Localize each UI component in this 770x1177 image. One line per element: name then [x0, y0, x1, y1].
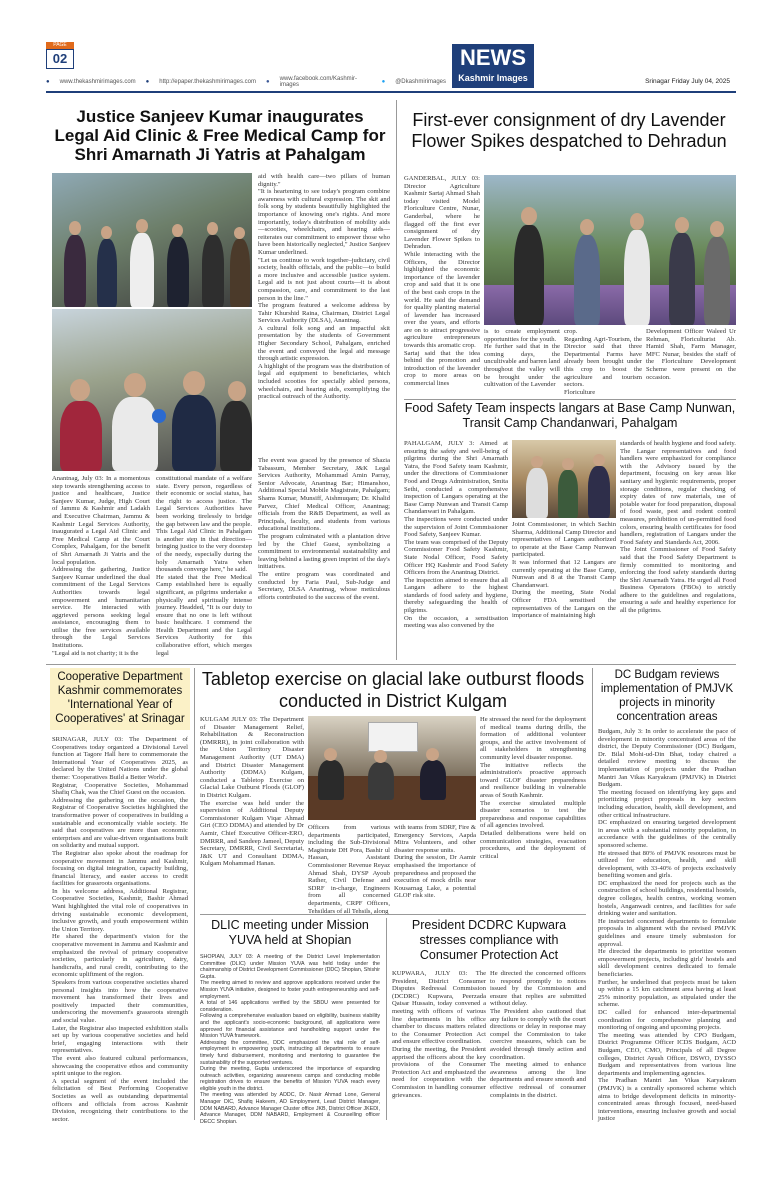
legal-aid-col1: Anantnag, July 03: In a momentous step towards strengthening access to justice and healthcare, Justice Sanjeev Kumar, Judge, High Court of Jammu & Kashmir and Ladakh and Executive Chairman, Jammu & Kashmir Legal Services Authority, inaugurated a Legal Aid Clinic and Free Medical Camp at the Court Complex, Pahalgam, for the benefit of Shri Amarnath Ji Yatris and the local population. Addressing the gathering, Justice Sanjeev Kumar underlined the dual commitment of the Legal Services Authorities towards legal empowerment and humanitarian service. He interacted with aggrieved persons seeking legal assistance, encouraging them to utilise the free services available through the Legal Services Institutions. "Legal aid is not charity; it is the	[52, 475, 150, 657]
page-label-badge	[46, 42, 74, 68]
pmjvk-body: Budgam, July 3: In order to accelerate the pace of development in minority concentrated areas of the district, the Deputy Commissioner (DC) Budgam, Dr. Bilal Mohi-ud-Din Bhat, today chaired a detailed review meeting to discuss the implementation of projects under the Pradhan Mantri Jan Vikas Karyakram (PMJVK) in District Budgam. The meeting focused on identifying key gaps and prioritizing project proposals in key sectors including education, health, skill development, and other critical infrastructure. DC emphasized on ensuring targeted development in areas with a substantial minority population, in accordance with the guidelines of the centrally sponsored scheme. He stressed that 80% of PMJVK resources must be utilized for education, health, and skill development, with 33-40% of projects exclusively benefiting women and girls. DC emphasized the need for projects such as the construction of school buildings, residential hostels, degree colleges, health centres, working women hostels, Anganwadi centres, and facilities for safe drinking water and sanitation. He instructed concerned departments to formulate proposals in alignment with the revised PMJVK guidelines and ensure timely submission for approval. He directed the departments to prioritize women empowerment projects, including girls' hostels and skill development centres dedicated to female beneficiaries. Further, he underlined that projects must be taken up within a 15 km catchment area having at least 25% minority population, as stipulated under the scheme. DC called for enhanced inter-departmental coordination for comprehensive planning and monitoring of ongoing and upcoming projects. The meeting was attended by CPO Budgam, District Programme Officer ICDS Budgam, ACD Budgam, CEO, CMO, Principals of all Degree colleges, District Ayush Officer, DSWO, DYSSO Budgam and representatives from various line departments and implementing agencies. The Pradhan Mantri Jan Vikas Karyakram (PMJVK) is a centrally sponsored scheme which aims to bridge development deficits in minority-concentrated areas through focused, need-based interventions, ensuring inclusive growth and social justice	[598, 728, 736, 1123]
epaper-link[interactable]: http://epaper.thekashmirimages.com	[159, 79, 256, 85]
legal-aid-col3b: The event was graced by the presence of Shazia Tabassum, Member Secretary, J&K Legal Services Authority, Mohammad Amin Parray, Senior Advocate, Anantnag Bar; Himanshoo, Additional Special Mobile Magistrate, Pahalgam; Shams Kumar, Munsiff, Aishmuqam; Dr. Khalid Parvez, Chief Medical Officer, Anantnag; officials from the R&B Department, as well as Principals, faculty, and students from various educational institutions. The program culminated with a plantation drive led by the Chief Guest, symbolizing a commitment to environmental sustainability and leaving behind a lasting green imprint of the day's initiatives. The entire program was coordinated and conducted by Faria Paul, Sub-Judge and Secretary, DLSA Anantnag, whose meticulous efforts contributed to the success of the event.	[258, 457, 390, 601]
lavender-col4: Development Officer Waleed Ur Rehman, Floriculturist Ab. Hamid Shah, Farm Manager, MFC Nunar, besides the staff of the Floriculture Development Scheme were present on the occasion.	[646, 328, 736, 381]
lavender-headline: First-ever consignment of dry Lavender Flower Spikes despatched to Dehradun	[411, 110, 727, 151]
lavender-col3: crop. Regarding Agri-Tourism, the Director said that three Departmental Farms have already been brought under this crop to boost the agriculture and tourism sectors. Floriculture	[564, 328, 642, 396]
dcdrc-col1: KUPWARA, JULY 03: The President, District Consumer Disputes Redressal Commission (DCDRC) Kupwara, Peerzada Qaisar Hussain, today convened a meeting with officers of various line departments in his office chamber to discuss matters related to the Consumer Protection Act and ensure effective coordination. During the meeting, the President apprised the officers about the key provisions of the Consumer Protection Act and emphasized the need for cooperation with the Commission in handling consumer grievances.	[392, 970, 486, 1099]
facebook-link[interactable]: www.facebook.com/Kashmir-images	[279, 76, 357, 88]
legal-aid-headline: Justice Sanjeev Kumar inaugurates Legal Aid Clinic & Free Medical Camp for Shri Amarnath Ji Yatris at Pahalgam	[54, 107, 386, 164]
header-links-bar	[46, 76, 446, 88]
pmjvk-headline: DC Budgam reviews implementation of PMJVK projects in minority concentration areas	[600, 669, 734, 723]
paper-name: Kashmir Images	[458, 73, 528, 83]
legal-aid-photo-1	[52, 173, 252, 307]
page-number: 02	[46, 49, 74, 69]
food-safety-col3: standards of health hygiene and food safety. The Langar representatives and food handlers were emphasized for compliance with the Advisory issued by the department, focusing on key areas like sanitary and hygienic requirements, proper storage conditions, regular checking of expiry dates of raw materials, use of potable water for food preparation, disposal of food waste, pest and rodent control measures, prohibition of un-permitted food colors, ensuring health certificates for food handlers, registration of Langars under the Food Safety and Standards Act, 2006. The Joint Commissioner of Food Safety said that the Food Safety Department is firmly committed to monitoring and enforcing the food safety standards during the Shri Amarnath Yatra. He urged all Food Business Operators (FBOs) to strictly adhere to the guidelines and regulations, ensuring a safe and healthy experience for all the pilgrims.	[620, 440, 736, 615]
legal-aid-col3a: aid with health care—two pillars of human dignity." "It is heartening to see today's program combine awareness with cultural expression. The skit and folk song by students beautifully highlighted the importance of knowing one's rights. And more importantly, today's distribution of mobility aids—scooties, wheelchairs, and hearing aids—reiterates our commitment to empower those who have been historically neglected," Justice Sanjeev Kumar underlined. "Let us continue to work together–judiciary, civil society, health officials, and the public—to build a more inclusive and accessible justice system. Legal aid is not just about courts—it is about compassion, care, and commitment to the last person in the line." The program featured a welcome address by Tahir Khurshid Raina, Chairman, District Legal Services Authority (DLSA), Anantnag. A cultural folk song and an impactful skit presentation by the students of Government Higher Secondary School, Pahalgam, enriched the event and conveyed the legal aid message through artistic expression. A highlight of the program was the distribution of legal aid equipment to beneficiaries, which included scooties for specially abled persons, wheelchairs, and hearing aids, exemplifying the practical outreach of the Authority.	[258, 173, 390, 401]
section-name: NEWS	[460, 45, 526, 70]
column-divider	[592, 668, 593, 1120]
dlic-body: SHOPIAN, JULY 03: A meeting of the District Level Implementation Committee (DLIC) under Mission YUVA was held today under the chairmanship of District Development Commissioner (DDC) Shopian, Shishir Gupta. The meeting aimed to review and approve applications received under the Mission YUVA initiative, designed to foster youth entrepreneurship and self-employment. A total of 146 applications verified by the SBDU were presented for consideration. Following a comprehensive evaluation based on eligibility, business viability and the applicant's socio-economic background, all applications were approved for financial assistance and handholding support under the Mission YUVA framework. Addressing the committee, DDC emphasized the vital role of self-employment in empowering youth, instructing all departments to ensure timely fund disbursement, monitoring and mentoring to guarantee the sustainability of the supported ventures. During the meeting, Gupta underscored the importance of expanding outreach activities, organizing awareness camps and conducting mobile registration drives to ensure the benefits of Mission YUVA reach every eligible youth in the district. The meeting was attended by ADDC, Dr. Nasir Ahmad Lone, General Manager DIC, Shafiq Hakeem, AD Employment, Lead District Manager, DDM NABARD, Advance Manager Cluster office JKB, District Officer JKEDI, Advance Manager, DDM NABARD, Employment & Counselling officer DECC Shopian.	[200, 954, 380, 1125]
legal-aid-col2: constitutional mandate of a welfare state. Every person, regardless of their economic or social status, has the right to access justice. The Legal Services Authorities have been working tirelessly to bridge the gap between law and the people. This Legal Aid Clinic in Pahalgam is another step in that direction—bringing justice to the very doorstep of the needy, especially during the holy Amarnath Yatra when thousands converge here," he said. He stated that the Free Medical Camp established here is equally significant, as pilgrims undertake a physically and spiritually intense journey. Headded, "It is our duty to ensure that no one is left without basic healthcare. I commend the Health Department and the Legal Services Authority for this collaborative effort, which merges legal	[156, 475, 252, 657]
tabletop-col3: with teams from SDRF, Fire & Emergency Services, Aapda Mitra Volunteers, and other disaster response units. During the session, Dr Aamir emphasised the importance of preparedness and proposed the execution of mock drills near Kousarnag Lake, a potential GLOF risk site.	[394, 824, 476, 900]
dlic-headline: DLIC meeting under Mission YUVA held at Shopian	[211, 918, 369, 947]
food-safety-col1: PAHALGAM, JULY 3: Aimed at ensuring the safety and well-being of pilgrims during the Shri Amarnath Yatra, the Food Safety team Kashmir, under the directions of Commissioner Food and Drugs Administration, Smita Sethi, conducted a comprehensive inspection of Langars operating at the Base Camp Nunwan and Transit Camp Chandanwari in Pahalgam. The inspections were conducted under the supervision of Joint Commissioner Food Safety, Sanjeev Kumar. The team was comprised of the Deputy Commissioner Food Safety Kashmir, State Nodal Officer, Food Safety Officer HQ Kashmir and Food Safety Officers from the Anantnag District. The inspection aimed to ensure that all Langars adhere to the highest standards of food safety and hygiene, thereby safeguarding the health of pilgrims. On the occasion, a sensitisation meeting was also convened by the	[404, 440, 508, 630]
facebook-icon: ●	[266, 79, 270, 85]
tabletop-headline: Tabletop exercise on glacial lake outburst floods conducted in District Kulgam	[201, 669, 585, 711]
column-divider	[396, 100, 397, 660]
dcdrc-headline: President DCDRC Kupwara stresses compliance with Consumer Protection Act	[411, 918, 567, 962]
cooperative-headline: Cooperative Department Kashmir commemorates 'International Year of Cooperatives' at Srinagar	[55, 671, 185, 725]
tabletop-col4: He stressed the need for the deployment of medical teams during drills, the formation of additional volunteer groups, and the active involvement of all stakeholders in strengthening community level disaster response. The initiative reflects the administration's proactive approach toward GLOF disaster preparedness and resilience building in vulnerable areas of South Kashmir. The exercise simulated multiple disaster scenarios to test the preparedness and response capabilities of all agencies involved. Detailed deliberations were held on communication strategies, evacuation procedures, and the deployment of critical	[480, 716, 586, 860]
section-masthead	[452, 44, 534, 88]
section-rule	[404, 399, 736, 400]
lavender-col1: GANDERBAL, JULY 03: Director Agriculture Kashmir Sartaj Ahmad Shah today visited Model Floriculture Centre, Nunar, Ganderbal, where he flagged off the first ever consignment of dry Lavender Flower Spikes to Dehradun. While interacting with the Officers, the Director highlighted the economic importance of the lavender crop and said that it is one of the best cash crops in the world. He said the demand for quality planting material of lavender has increased over the years, and efforts are on to attract progressive agriculture entrepreneurs towards this aromatic crop. Sartaj said that the idea behind the promotion and introduction of the lavender crop to more areas on commercial lines	[404, 175, 480, 388]
twitter-link[interactable]: @Dkashmirimages	[395, 79, 446, 85]
column-divider	[386, 918, 387, 1120]
legal-aid-photo-2	[52, 309, 252, 471]
header-rule	[46, 91, 736, 93]
food-safety-headline: Food Safety Team inspects langars at Base Camp Nunwan, Transit Camp Chandanwari, Pahalgam	[404, 401, 736, 430]
twitter-icon: ●	[381, 79, 386, 85]
page-label: PAGE	[46, 42, 74, 49]
cooperative-body: SRINAGAR, JULY 03: The Department of Cooperatives today organized a Divisional Level function at Tagore Hall here to commemorate the International Year of Cooperatives 2025, as declared by the United Nations under the global theme: 'Cooperatives Build a Better World'. Registrar, Cooperative Societies, Mohammad Shafiq Chak, was the Chief Guest on the occasion. Addressing the gathering on the occasion, the Registrar of Cooperative Societies highlighted the transformative power of cooperatives in building a sustainable and economically viable society. He said that cooperatives are more than economic enterprises and are value-driven organisations built on solidarity and mutual support. The Registrar also spoke about the roadmap for cooperative movement in Jammu and Kashmir, focusing on digital integration, capacity building, financial literacy, and easier access to credit facilities for grassroots organisations. In his welcome address, Additional Registrar, Cooperative Societies, Kashmir, Bashir Ahmad Wani highlighted the vital role of cooperatives in driving sustainable economic development, inclusive growth, and youth empowerment within the Union Territory. He shared the department's vision for the cooperative movement in Jammu and Kashmir and emphasized the revival of primary cooperative societies, particularly in agriculture, dairy, handicrafts, and rural credit, contributing to the economic upliftment of the region. Speakers from various cooperative societies shared personal insights into how the cooperative movement has transformed their lives and positively impacted their communities, underscoring the movement's grassroots strength and social value. Later, the Registrar also inspected exhibition stalls set up by various cooperative societies and held brief, engaging interactions with their representatives. The event also featured cultural performances, showcasing the cooperative ethos and community spirit unique to the region. A special segment of the event included the felicitation of Best Performing Cooperative Societies as well as outstanding departmental officers and officials from across Kashmir Division, recognizing their contributions to the sector.	[52, 736, 188, 1123]
food-safety-photo	[512, 440, 616, 518]
tabletop-photo	[308, 716, 476, 820]
site-link[interactable]: www.thekashmirimages.com	[59, 79, 136, 85]
column-divider	[194, 668, 195, 1120]
dcdrc-col2: He directed the concerned officers to respond promptly to notices issued by the Commission and ensure that replies are submitted without delay. The President also cautioned that any failure to comply with the court directions or delay in response may compel the Commission to take coercive measures, which can be avoided through timely action and coordination. The meeting aimed to enhance awareness among the line departments and ensure smooth and effective redressal of consumer complaints in the district.	[490, 970, 586, 1099]
middle-rule	[46, 664, 736, 665]
tabletop-col1: KULGAM JULY 03: The Department of Disaster Management Relief, Rehabilitation & Reconstruction (DMRRR), in joint collaboration with the Union Territory Disaster Management Authority (UT DMA) and District Disaster Management Authority (DDMA) Kulgam, conducted a Tabletop Exercise on Glacial Lake Outburst Floods (GLOF) in District Kulgam. The exercise was held under the supervision of Additional Deputy Commissioner Kulgam Viqar Ahmad Giri (CEO DDMA) and attended by Dr Aamir, Chief Executive Officer-ERO, DMRRR, and Sandeep Jameel, Deputy Secretary, DMRRR, Civil Secretariat, J&K UT and Consultant DDMA, Kulgam Mohammad Hanan.	[200, 716, 304, 868]
tabletop-col2: Officers from various departments participated, including the Sub-Divisional Magistrate DH Pora, Bashir ul Hassan, Assistant Commissioner Revenue Reyaz Ahmad Shah, DYSP Ayoub Rather, Civil Defense and SDRF in-charge, Engineers from all concerned departments, CRPF Officers, Tehsildars of all Tehsils, along	[308, 824, 390, 915]
globe-icon: ●	[145, 79, 150, 85]
globe-icon: ●	[46, 79, 50, 85]
lavender-photo	[484, 175, 736, 325]
section-rule	[200, 914, 586, 915]
lavender-col2: is to create employment opportunities for the youth. He further said that in the coming days, the uncultivable and barren land throughout the valley will be brought under the cultivation of the Lavender	[484, 328, 560, 389]
dateline: Srinagar Friday July 04, 2025	[645, 78, 730, 85]
food-safety-col2: Joint Commissioner, in which Sachin Sharma, Additional Camp Director and representatives of Langars authorized to operate at the Base Camp Nunwan participated. It was informed that 12 Langars are currently operating at the Base Camp, Nunwan and 8 at the Transit Camp Chandanwari. During the meeting, State Nodal Officer FDA sensitised the representatives of the Langars on the importance of maintaining high	[512, 521, 616, 620]
